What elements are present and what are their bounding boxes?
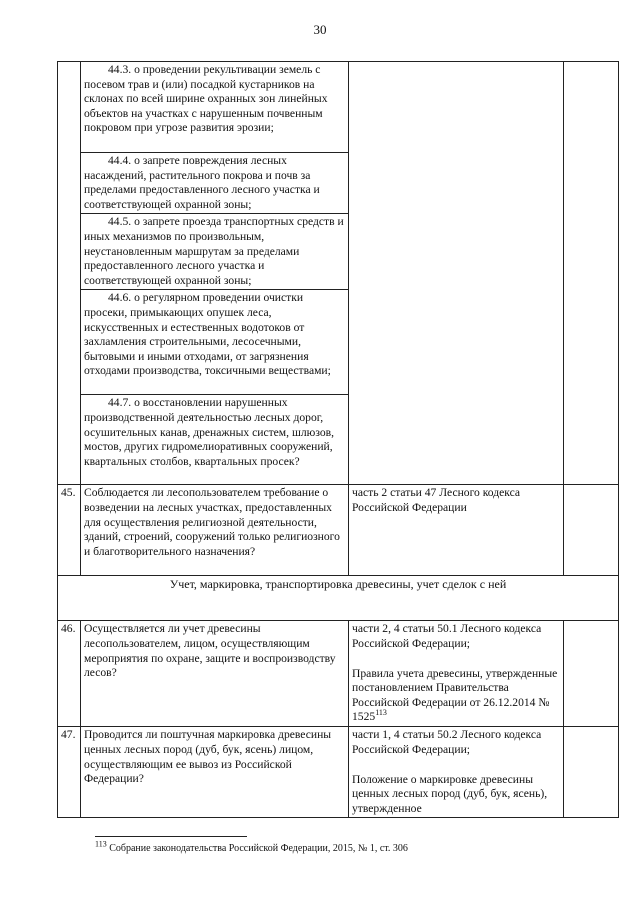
question-cell: Проводится ли поштучная маркировка древесины ценных лесных пород (дуб, бук, ясень) лицом, осуществляющим ее вывоз из Российской Федерации? — [81, 727, 349, 818]
footnote-text: Собрание законодательства Российской Федерации, 2015, № 1, ст. 306 — [106, 843, 408, 854]
answer-cell[interactable] — [564, 727, 619, 818]
reference-regulation: Положение о маркировке древесины ценных лесных пород (дуб, бук, ясень), утвержденное — [352, 772, 548, 815]
footnote-divider — [95, 836, 247, 837]
reference-cell — [349, 62, 564, 485]
footnote-ref-mark[interactable]: 113 — [375, 708, 387, 718]
table-row-46 — [58, 621, 619, 727]
reference-rules — [352, 667, 560, 725]
reference-cell — [349, 621, 564, 727]
table-row-47 — [58, 727, 619, 818]
answer-cell[interactable] — [564, 62, 619, 485]
row-number: 45. — [58, 485, 81, 576]
reference-cell — [349, 727, 564, 818]
question-cell: Осуществляется ли учет древесины лесопользователем, лицом, осуществляющим мероприятия по охране, защите и воспроизводству лесов? — [81, 621, 349, 727]
question-cell: Соблюдается ли лесопользователем требование о возведении на лесных участках, предоставленных для осуществления религиозной деятельности, зданий, строений, сооружений только религиозного и благотворительного назначения? — [81, 485, 349, 576]
question-cell: 44.7. о восстановлении нарушенных производственной деятельностью лесных дорог, осушительных канав, дренажных систем, шлюзов, мостов, других гидромелиоративных сооружений, квартальных столбов, квартальных просек? — [81, 395, 349, 485]
section-title: Учет, маркировка, транспортировка древесины, учет сделок с ней — [58, 576, 619, 621]
question-cell: 44.4. о запрете повреждения лесных насаждений, растительного покрова и почв за пределами предоставленного лесного участка и соответствующей охранной зоны; — [81, 153, 349, 214]
reference-law: части 2, 4 статьи 50.1 Лесного кодекса Российской Федерации; — [352, 622, 542, 650]
requirements-table — [57, 61, 619, 818]
row-number: 47. — [58, 727, 81, 818]
subitem-row-44-3 — [58, 62, 619, 153]
section-header-row — [58, 576, 619, 621]
reference-rules-text: Правила учета древесины, утвержденные постановлением Правительства Российской Федерации от 26.12.2014 № 1525 — [352, 666, 558, 724]
answer-cell[interactable] — [564, 485, 619, 576]
question-cell: 44.5. о запрете проезда транспортных средств и иных механизмов по произвольным, неустановленным маршрутам за пределами предоставленного лесного участка и соответствующей охранной зоны; — [81, 214, 349, 290]
num-cell — [58, 62, 81, 485]
reference-law: части 1, 4 статьи 50.2 Лесного кодекса Российской Федерации; — [352, 728, 542, 756]
page-number: 30 — [313, 22, 327, 37]
reference-cell: часть 2 статьи 47 Лесного кодекса Российской Федерации — [349, 485, 564, 576]
question-cell: 44.6. о регулярном проведении очистки просеки, примыкающих опушек леса, искусственных и естественных водотоков от захламления строительными, лесосечными, бытовыми и иными отходами, от загрязнения отходами производства, токсичными веществами; — [81, 290, 349, 395]
table-row-45 — [58, 485, 619, 576]
row-number: 46. — [58, 621, 81, 727]
answer-cell[interactable] — [564, 621, 619, 727]
footnote — [95, 839, 408, 854]
question-cell: 44.3. о проведении рекультивации земель с посевом трав и (или) посадкой кустарников на склонах по всей ширине охранных зон линейных объектов на участках с нарушенным почвенным покровом при угрозе развития эрозии; — [81, 62, 349, 153]
footnote-mark: 113 — [95, 839, 107, 849]
